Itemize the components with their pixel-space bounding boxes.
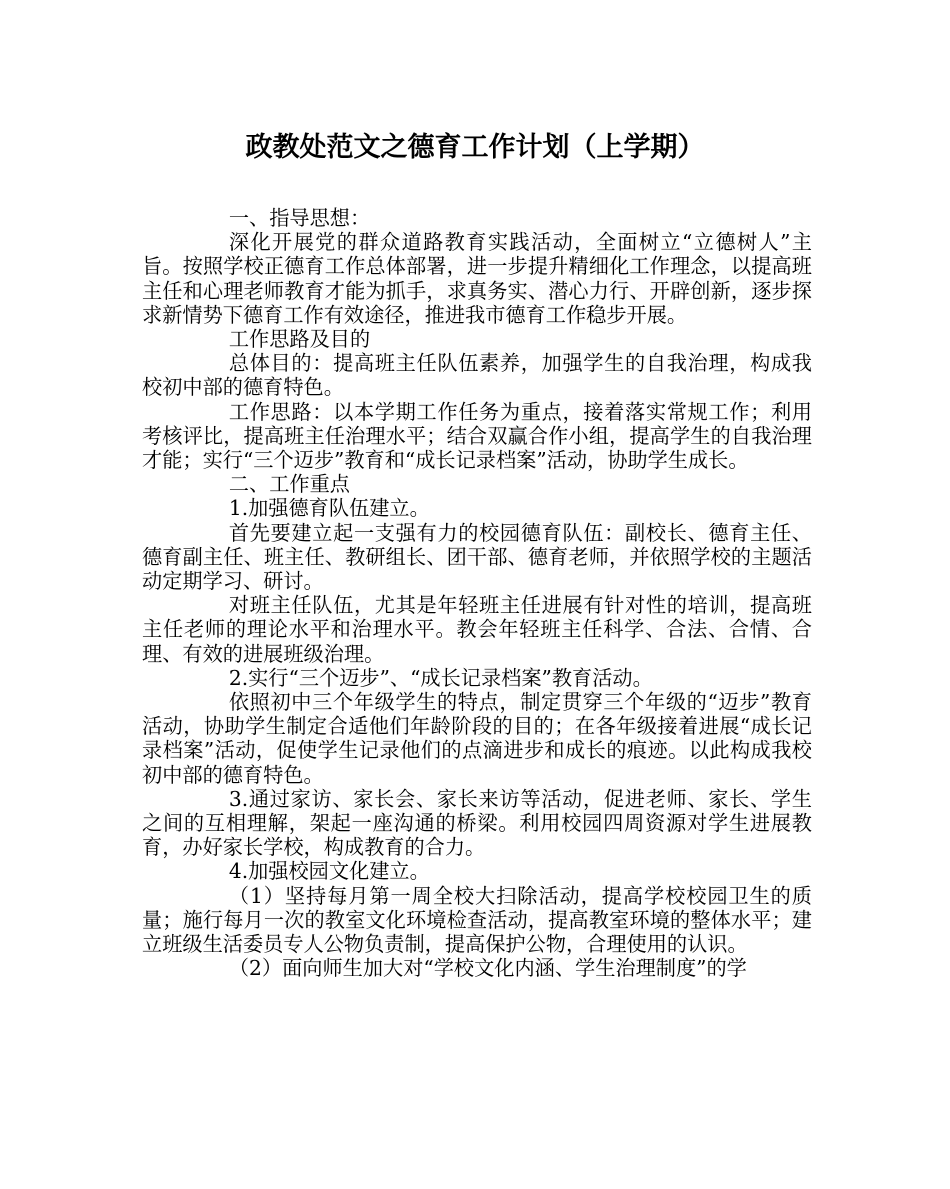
paragraph-work-ideas: 工作思路：以本学期工作任务为重点，接着落实常规工作；利用考核评比，提高班主任治理水平；结合双赢合作小组，提高学生的自我治理才能；实行“三个迈步”教育和“成长记录档案”活动，协助学生成长。 [142, 399, 812, 473]
paragraph-head-teacher-training: 对班主任队伍，尤其是年轻班主任进展有针对性的培训，提高班主任老师的理论水平和治理水平。教会年轻班主任科学、合法、合情、合理、有效的进展班级治理。 [142, 593, 812, 666]
section-heading-guiding-ideology: 一、指导思想： [228, 206, 371, 230]
item-paragraph-3: 3.通过家访、家长会、家长来访等活动，促进老师、家长、学生之间的互相理解，架起一座沟通的桥梁。利用校园四周资源对学生进展教育，办好家长学校，构成教育的合力。 [142, 786, 812, 860]
item-heading-1: 1.加强德育队伍建立。 [228, 496, 430, 521]
item-heading-2: 2.实行“三个迈步”、“成长记录档案”教育活动。 [228, 665, 653, 690]
paragraph-guiding-ideology: 深化开展党的群众道路教育实践活动，全面树立“立德树人”主旨。按照学校正德育工作总体部署，进一步提升精细化工作理念，以提高班主任和心理老师教育才能为抓手，求真务实、潜心力行、开辟创新，逐步探求新情势下德育工作有效途径，推进我市德育工作稳步开展。 [142, 230, 812, 327]
paragraph-campus-culture-1: （1）坚持每月第一周全校大扫除活动，提高学校校园卫生的质量；施行每月一次的教室文化环境检查活动，提高教室环境的整体水平；建立班级生活委员专人公物负责制，提高保护公物，合理使用的认识。 [142, 883, 812, 957]
section-heading-work-focus: 二、工作重点 [228, 472, 350, 497]
paragraph-growth-records: 依照初中三个年级学生的特点，制定贯穿三个年级的“迈步”教育活动，协助学生制定合适他们年龄阶段的目的；在各年级接着进展“成长记录档案”活动，促使学生记录他们的点滴进步和成长的痕迹。以此构成我校初中部的德育特色。 [142, 690, 812, 787]
subheading-work-ideas-goals: 工作思路及目的 [228, 327, 371, 352]
item-heading-4: 4.加强校园文化建立。 [228, 859, 430, 884]
paragraph-campus-culture-2: （2）面向师生加大对“学校文化内涵、学生治理制度”的学 [228, 956, 747, 981]
document-title: 政教处范文之德育工作计划（上学期） [245, 132, 705, 163]
paragraph-team-building: 首先要建立起一支强有力的校园德育队伍：副校长、德育主任、德育副主任、班主任、教研组长、团干部、德育老师，并依照学校的主题活动定期学习、研讨。 [142, 520, 812, 594]
paragraph-overall-goal: 总体目的：提高班主任队伍素养，加强学生的自我治理，构成我校初中部的德育特色。 [142, 351, 812, 400]
document-body [142, 206, 812, 981]
